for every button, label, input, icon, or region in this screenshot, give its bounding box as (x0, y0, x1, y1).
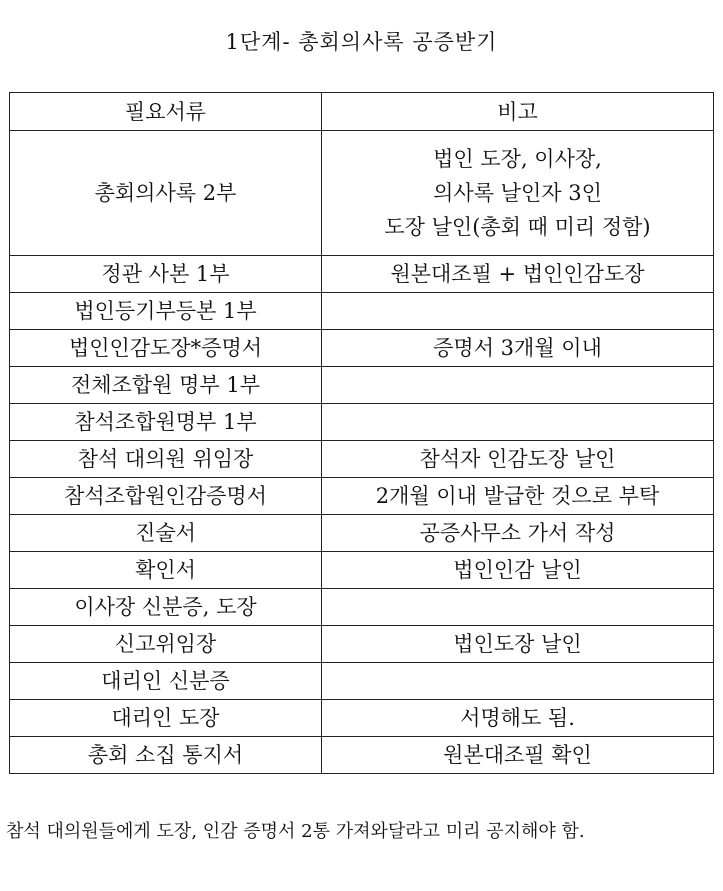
table-row (10, 478, 714, 515)
note-line: 의사록 날인자 3인 (433, 181, 602, 205)
table-row (10, 441, 714, 478)
page-title: 1단계- 총회의사록 공증받기 (225, 30, 498, 54)
footer-note: 참석 대의원들에게 도장, 인감 증명서 2통 가져와달라고 미리 공지해야 함. (6, 821, 585, 842)
table-row (10, 663, 714, 700)
table-row (10, 515, 714, 552)
table-row (10, 330, 714, 367)
note-cell: 원본대조필 + 법인인감도장 (322, 256, 714, 293)
note-cell (322, 367, 714, 404)
table-row (10, 737, 714, 774)
document-cell: 이사장 신분증, 도장 (10, 589, 322, 626)
document-cell: 법인인감도장*증명서 (10, 330, 322, 367)
table-row (10, 404, 714, 441)
table-row (10, 700, 714, 737)
note-cell (322, 131, 714, 256)
note-cell (322, 293, 714, 330)
note-cell: 법인도장 날인 (322, 626, 714, 663)
note-cell: 증명서 3개월 이내 (322, 330, 714, 367)
note-cell: 참석자 인감도장 날인 (322, 441, 714, 478)
table-row (10, 131, 714, 256)
table-row (10, 552, 714, 589)
document-cell: 총회 소집 통지서 (10, 737, 322, 774)
required-documents-table (9, 92, 714, 774)
document-cell: 대리인 도장 (10, 700, 322, 737)
document-cell: 전체조합원 명부 1부 (10, 367, 322, 404)
document-cell: 진술서 (10, 515, 322, 552)
note-cell: 서명해도 됨. (322, 700, 714, 737)
document-cell: 대리인 신분증 (10, 663, 322, 700)
document-cell: 총회의사록 2부 (10, 131, 322, 256)
header-required-documents: 필요서류 (10, 93, 322, 131)
table-row (10, 589, 714, 626)
document-cell: 법인등기부등본 1부 (10, 293, 322, 330)
document-cell: 참석조합원인감증명서 (10, 478, 322, 515)
table-row (10, 293, 714, 330)
table-row (10, 626, 714, 663)
note-cell (322, 404, 714, 441)
document-cell: 확인서 (10, 552, 322, 589)
note-cell: 2개월 이내 발급한 것으로 부탁 (322, 478, 714, 515)
note-cell: 원본대조필 확인 (322, 737, 714, 774)
note-cell (322, 589, 714, 626)
table-header-row (10, 93, 714, 131)
table-row (10, 367, 714, 404)
header-notes: 비고 (322, 93, 714, 131)
note-cell: 공증사무소 가서 작성 (322, 515, 714, 552)
note-cell: 법인인감 날인 (322, 552, 714, 589)
note-line: 법인 도장, 이사장, (433, 147, 602, 171)
table-row (10, 256, 714, 293)
note-cell (322, 663, 714, 700)
document-cell: 신고위임장 (10, 626, 322, 663)
note-line: 도장 날인(총회 때 미리 정함) (384, 215, 651, 239)
document-cell: 정관 사본 1부 (10, 256, 322, 293)
document-cell: 참석 대의원 위임장 (10, 441, 322, 478)
document-cell: 참석조합원명부 1부 (10, 404, 322, 441)
